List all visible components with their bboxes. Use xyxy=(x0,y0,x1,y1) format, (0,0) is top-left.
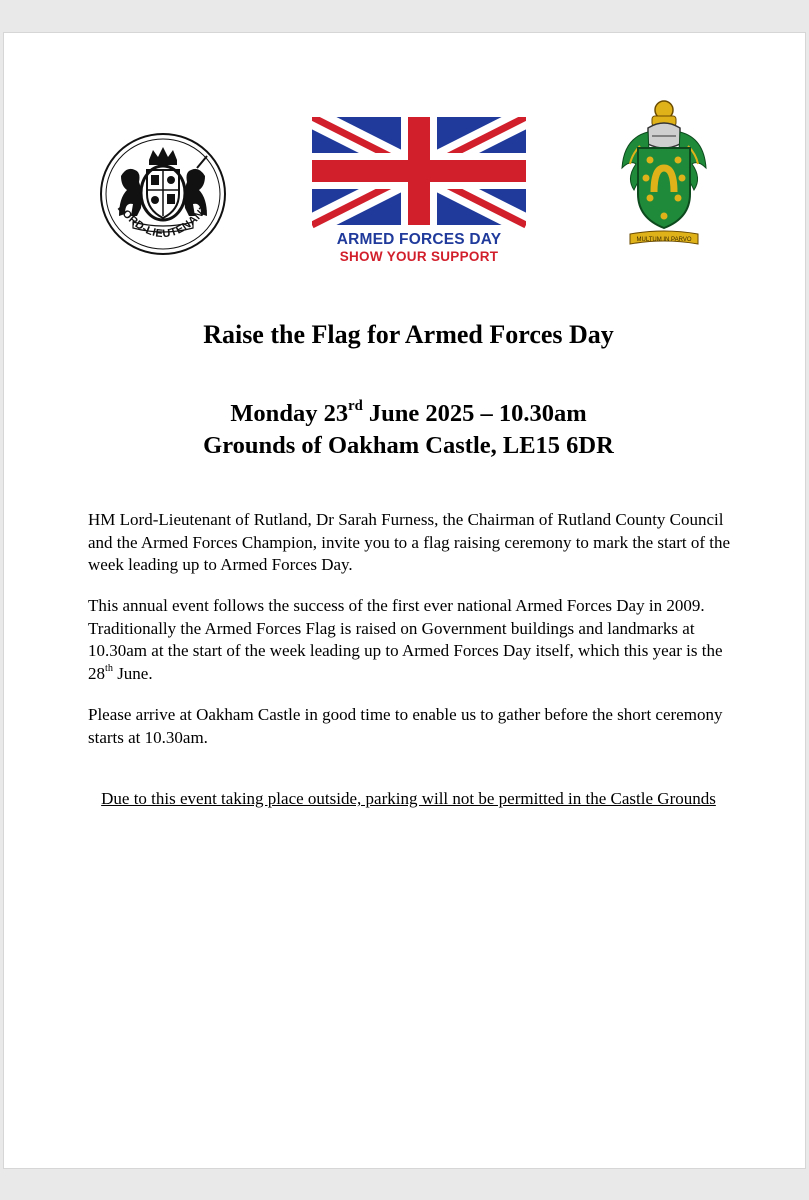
event-date-time xyxy=(4,400,809,428)
armed-forces-day-logo xyxy=(312,117,526,267)
armed-forces-day-label: ARMED FORCES DAY xyxy=(336,231,502,248)
arrival-paragraph: Please arrive at Oakham Castle in good time to enable us to gather before the short ceremony starts at 10.30am. xyxy=(88,705,723,747)
parking-notice: Due to this event taking place outside, parking will not be permitted in the Castle Grounds xyxy=(101,789,716,808)
document-page xyxy=(4,33,805,1168)
date-suffix: th xyxy=(105,662,113,674)
event-date-pre: Monday 23 xyxy=(230,400,349,427)
background-paragraph-text: This annual event follows the success of the first ever national Armed Forces Day in 2009. Traditionally the Armed Forces Flag is raised on Government buildings and landmarks at 10.30am at the start of the week leading up to Armed Forces Day itself, which this year is the 28 xyxy=(88,596,723,683)
event-date-suffix: rd xyxy=(348,398,363,415)
invitation-paragraph: HM Lord-Lieutenant of Rutland, Dr Sarah Furness, the Chairman of Rutland County Council and the Armed Forces Champion, invite you to a flag raising ceremony to mark the start of the week leading up to Armed Forces Day. xyxy=(88,510,731,574)
background-paragraph-end: June. xyxy=(112,663,153,683)
show-your-support-label: SHOW YOUR SUPPORT xyxy=(339,249,499,264)
event-date-post: June 2025 – 10.30am xyxy=(362,400,587,427)
lord-lieutenant-seal xyxy=(97,130,229,262)
background-paragraph xyxy=(88,595,738,685)
event-location: Grounds of Oakham Castle, LE15 6DR xyxy=(203,432,614,459)
union-flag-icon xyxy=(312,117,526,229)
page-title: Raise the Flag for Armed Forces Day xyxy=(203,320,614,349)
lord-lieutenant-text: LORD-LIEUTENANT xyxy=(114,202,212,241)
crest-motto: MULTUM IN PARVO xyxy=(636,237,692,243)
rutland-county-crest xyxy=(616,98,712,256)
